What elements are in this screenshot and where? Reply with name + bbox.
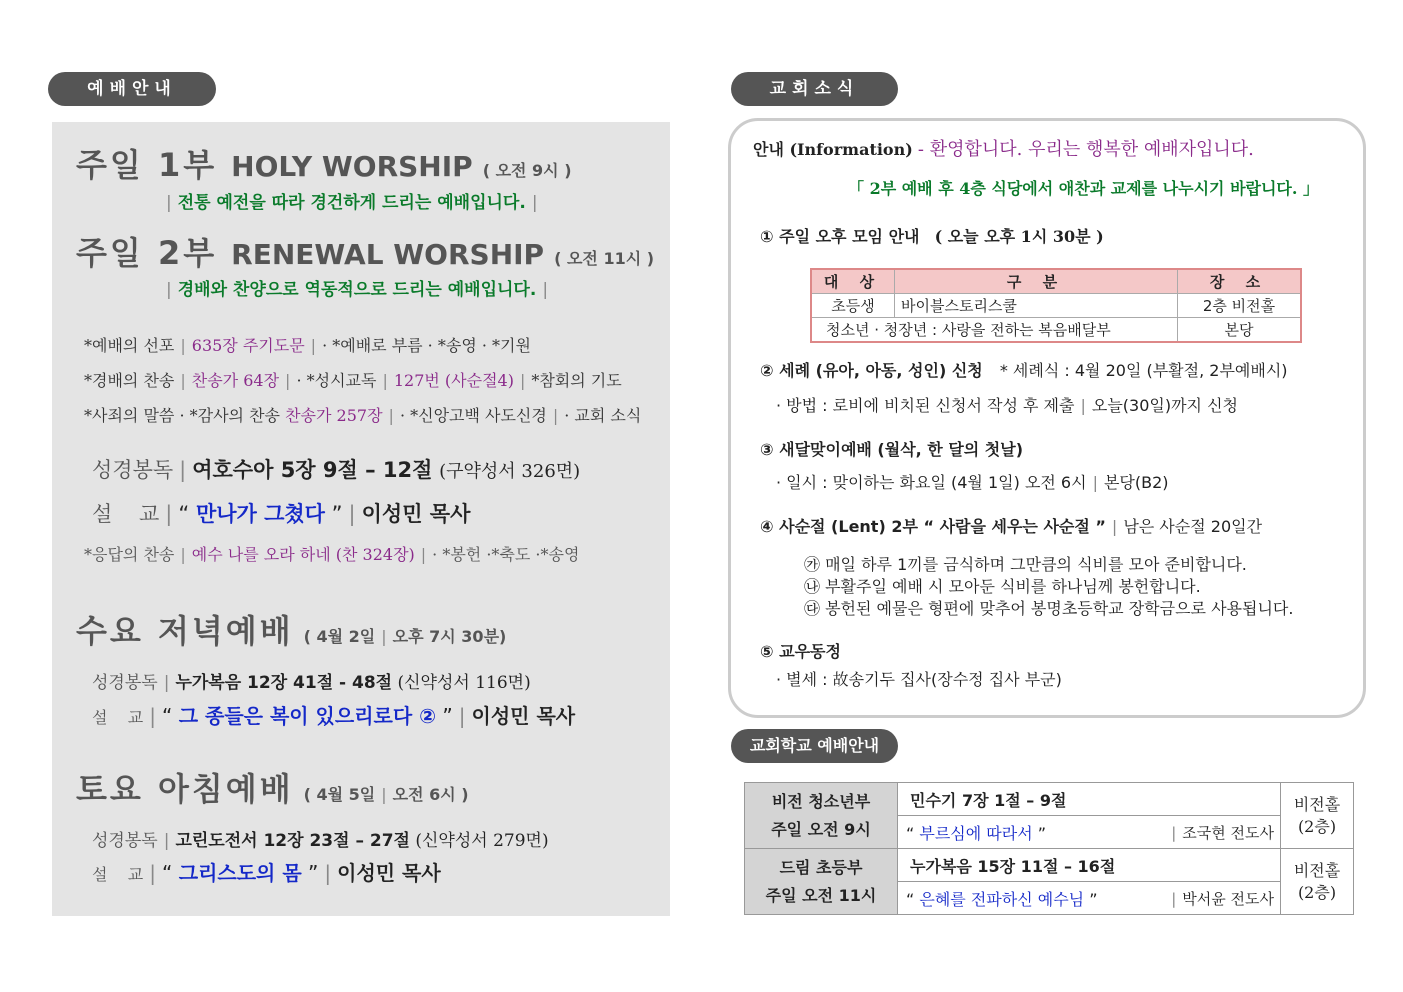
sunday2-time: ( 오전 11시 )	[554, 249, 655, 268]
school-place-1	[1281, 783, 1354, 849]
reading-text: 여호수아 5장 9절 – 12절	[192, 458, 433, 482]
sat-sermon: 설 교 | “ 그리스도의 몸 ” | 이성민 목사	[92, 861, 441, 885]
order-absolution: *사죄의 말씀 · *감사의 찬송	[84, 406, 280, 425]
school-reading-2: 누가복음 15장 11절 – 16절	[898, 849, 1281, 882]
worship-guide-header-text: 예배안내	[87, 79, 177, 99]
row1-target: 초등생	[811, 294, 895, 318]
reading-label: 성경봉독	[92, 458, 174, 482]
school-preacher-1: | 조국현 전도사	[1150, 816, 1281, 849]
sat-sermon-label: 설 교	[92, 865, 144, 884]
sat-sermon-title: 그리스도의 몸	[178, 861, 302, 885]
sunday1-name: 주일 1부	[76, 146, 218, 184]
item2-extra: * 세례식 : 4월 20일 (부활절, 2부예배시)	[999, 361, 1288, 380]
wed-date: ( 4월 2일	[303, 627, 376, 646]
wed-close-quote: ”	[442, 704, 453, 728]
sunday1-time: ( 오전 9시 )	[482, 161, 572, 180]
school-dept-1-name: 비전 청소년부	[771, 791, 871, 811]
item5-title: ⑤ 교우동정	[760, 642, 841, 661]
order-confession: *참회의 기도	[531, 371, 622, 390]
wed-title: 수요 저녁예배 ( 4월 2일 | 오후 7시 30분)	[76, 612, 507, 650]
order-lords-prayer: 635장 주기도문	[191, 336, 305, 355]
school-sermon-2: “ 은혜를 전파하신 예수님 ”	[898, 882, 1151, 915]
sermon-label: 설 교	[92, 502, 160, 526]
group-table-header	[811, 269, 1301, 294]
sat-name: 토요 아침예배	[76, 770, 294, 808]
item1-time: ( 오늘 오후 1시 30분 )	[934, 227, 1104, 246]
school-dept-1-time: 주일 오전 9시	[771, 819, 871, 839]
order-praise-hymn: *경배의 찬송	[84, 371, 175, 390]
order-reading-127: 127번 (사순절4)	[393, 371, 514, 390]
response-offering: · *봉헌 ·*축도 ·*송영	[432, 545, 580, 564]
sat-preacher: 이성민 목사	[337, 861, 441, 885]
sunday2-name: 주일 2부	[76, 234, 218, 272]
item4-title-line: ④ 사순절 (Lent) 2부 “ 사람을 세우는 사순절 ” | 남은 사순절 20일간	[760, 517, 1263, 536]
wed-sermon-title: 그 종들은 복이 있으리로다 ②	[178, 704, 437, 728]
table-row	[745, 783, 1354, 816]
school-place-2-name: 비전홀	[1293, 860, 1341, 880]
sunday1-en: HOLY WORSHIP	[231, 150, 473, 183]
info-label: 안내 (Information)	[753, 140, 913, 159]
wed-sermon-label: 설 교	[92, 708, 144, 727]
sunday1-desc-text: 전통 예전을 따라 경건하게 드리는 예배입니다.	[177, 193, 526, 213]
school-sermon-1: “ 부르심에 따라서 ”	[898, 816, 1151, 849]
order-row-2: *경배의 찬송 | 찬송가 64장 | · *성시교독 | 127번 (사순절4) | *참회의 기도	[84, 371, 622, 390]
sunday2-desc: | 경배와 찬양으로 역동적으로 드리는 예배입니다. |	[166, 280, 549, 300]
wed-reading-ref: (신약성서 116면)	[397, 673, 531, 693]
order-row-3: *사죄의 말씀 · *감사의 찬송 찬송가 257장 | · *신앙고백 사도신경 | · 교회 소식	[84, 406, 642, 425]
order-responsive-reading: · *성시교독	[296, 371, 377, 390]
col-place: 장 소	[1178, 269, 1302, 294]
order-hymn-257: 찬송가 257장	[285, 406, 383, 425]
sat-reading-label: 성경봉독	[92, 831, 158, 851]
school-preacher-1-name: 조국현 전도사	[1182, 823, 1274, 842]
item2-title: ② 세례 (유아, 아동, 성인) 신청	[760, 361, 983, 380]
info-line	[753, 135, 1254, 161]
wed-open-quote: “	[162, 704, 173, 728]
item4-point-1: ㉮ 매일 하루 1끼를 금식하며 그만큼의 식비를 모아 준비합니다.	[804, 555, 1247, 574]
school-preacher-2-name: 박서윤 전도사	[1182, 889, 1274, 908]
row1-place: 2층 비전홀	[1178, 294, 1302, 318]
table-row	[745, 849, 1354, 882]
church-news-panel	[728, 118, 1366, 718]
sermon-title: 만나가 그쳤다	[195, 502, 325, 526]
sat-open-quote: “	[162, 861, 173, 885]
sunday2-desc-text: 경배와 찬양으로 역동적으로 드리는 예배입니다.	[177, 280, 537, 300]
item3-place: 본당(B2)	[1103, 473, 1169, 492]
school-dept-2	[745, 849, 898, 915]
item3-line: · 일시 : 맞이하는 화요일 (4월 1일) 오전 6시 | 본당(B2)	[776, 473, 1169, 492]
order-church-news: · 교회 소식	[564, 406, 642, 425]
item5-title-line	[760, 639, 841, 662]
sat-title: 토요 아침예배 ( 4월 5일 | 오전 6시 )	[76, 770, 469, 808]
sunday2-title	[76, 228, 654, 274]
sermon-close-quote: ”	[331, 502, 343, 526]
order-call-to-worship: · *예배로 부름 · *송영 · *기원	[322, 336, 531, 355]
school-place-1-floor: (2층)	[1297, 816, 1337, 836]
sunday2-en: RENEWAL WORSHIP	[231, 238, 545, 271]
item2-deadline: 오늘(30일)까지 신청	[1091, 396, 1238, 415]
school-header-text: 교회학교 예배안내	[749, 736, 880, 755]
wed-sermon: 설 교 | “ 그 종들은 복이 있으리로다 ② ” | 이성민 목사	[92, 704, 576, 728]
sermon-preacher: 이성민 목사	[361, 502, 471, 526]
item4-point-2: ㉯ 부활주일 예배 시 모아둔 식비를 하나님께 봉헌합니다.	[804, 577, 1201, 596]
school-place-2-floor: (2층)	[1297, 882, 1337, 902]
church-news-header-text: 교회소식	[769, 79, 860, 99]
item5-line: · 별세 : 故송기두 집사(장수정 집사 부군)	[776, 670, 1062, 689]
reading-ref: (구약성서 326면)	[439, 461, 581, 482]
wed-reading-text: 누가복음 12장 41절 - 48절	[175, 673, 393, 693]
church-news-header	[731, 72, 898, 106]
response-row: *응답의 찬송 | 예수 나를 오라 하네 (찬 324장) | · *봉헌 ·*축도 ·*송영	[84, 545, 580, 564]
order-row-1: *예배의 선포 | 635장 주기도문 | · *예배로 부름 · *송영 · *기원	[84, 336, 531, 355]
school-dept-2-name: 드림 초등부	[779, 857, 863, 877]
item1-title: ① 주일 오후 모임 안내	[760, 227, 920, 246]
wed-name: 수요 저녁예배	[76, 612, 294, 650]
order-hymn-64: 찬송가 64장	[191, 371, 280, 390]
item4-extra: 남은 사순절 20일간	[1123, 517, 1263, 536]
sunday1-title	[76, 140, 572, 186]
school-place-2	[1281, 849, 1354, 915]
school-reading-1: 민수기 7장 1절 – 9절	[898, 783, 1281, 816]
wed-reading: 성경봉독 | 누가복음 12장 41절 - 48절 (신약성서 116면)	[92, 673, 531, 693]
row1-category: 바이블스토리스쿨	[895, 294, 1178, 318]
item4-title: ④ 사순절 (Lent) 2부 “ 사람을 세우는 사순절 ”	[760, 517, 1106, 536]
school-dept-1	[745, 783, 898, 849]
item1-title-line	[760, 224, 1104, 247]
sat-reading-text: 고린도전서 12장 23절 – 27절	[175, 831, 410, 851]
table-row	[811, 318, 1301, 343]
response-hymn: 예수 나를 오라 하네 (찬 324장)	[191, 545, 415, 564]
table-row	[811, 294, 1301, 318]
item3-title-line	[760, 437, 1023, 460]
wed-preacher: 이성민 목사	[471, 704, 576, 728]
item4-point-3: ㉰ 봉헌된 예물은 형편에 맞추어 봉명초등학교 장학금으로 사용됩니다.	[804, 599, 1294, 618]
item2-method: · 방법 : 로비에 비치된 신청서 작성 후 제출	[776, 396, 1075, 415]
school-header	[731, 729, 898, 763]
school-table	[744, 782, 1354, 915]
sunday-reading: 성경봉독 | 여호수아 5장 9절 – 12절 (구약성서 326면)	[92, 458, 581, 482]
row2-place: 본당	[1178, 318, 1302, 343]
sat-time: 오전 6시 )	[392, 785, 469, 804]
order-creed: · *신앙고백 사도신경	[399, 406, 547, 425]
info-notice: 「 2부 예배 후 4층 식당에서 애찬과 교제를 나누시기 바랍니다. 」	[848, 179, 1320, 198]
group-table	[810, 268, 1302, 343]
response-hymn-label: *응답의 찬송	[84, 545, 175, 564]
sat-date: ( 4월 5일	[303, 785, 376, 804]
row2-target: 청소년 · 청장년 : 사랑을 전하는 복음배달부	[811, 318, 1178, 343]
school-place-1-name: 비전홀	[1293, 794, 1341, 814]
sunday-sermon: 설 교 | “ 만나가 그쳤다 ” | 이성민 목사	[92, 502, 471, 526]
school-preacher-2: | 박서윤 전도사	[1150, 882, 1281, 915]
wed-time: 오후 7시 30분)	[392, 627, 507, 646]
school-dept-2-time: 주일 오전 11시	[765, 885, 877, 905]
sat-reading: 성경봉독 | 고린도전서 12장 23절 – 27절 (신약성서 279면)	[92, 831, 549, 851]
info-text: - 환영합니다. 우리는 행복한 예배자입니다.	[917, 139, 1254, 160]
worship-guide-header	[48, 72, 216, 106]
sunday1-desc: | 전통 예전을 따라 경건하게 드리는 예배입니다. |	[166, 193, 538, 213]
sermon-open-quote: “	[178, 502, 190, 526]
item3-title: ③ 새달맞이예배 (월삭, 한 달의 첫날)	[760, 440, 1024, 459]
order-proclamation: *예배의 선포	[84, 336, 175, 355]
school-sermon-1-title: 부르심에 따라서	[919, 823, 1033, 843]
sat-reading-ref: (신약성서 279면)	[415, 831, 549, 851]
item3-time: · 일시 : 맞이하는 화요일 (4월 1일) 오전 6시	[776, 473, 1087, 492]
school-sermon-2-title: 은혜를 전파하신 예수님	[919, 889, 1085, 909]
wed-reading-label: 성경봉독	[92, 673, 158, 693]
item2-title-line	[760, 358, 1288, 381]
item2-line: · 방법 : 로비에 비치된 신청서 작성 후 제출 | 오늘(30일)까지 신청	[776, 396, 1238, 415]
sat-close-quote: ”	[308, 861, 319, 885]
col-category: 구 분	[895, 269, 1178, 294]
col-target: 대 상	[811, 269, 895, 294]
